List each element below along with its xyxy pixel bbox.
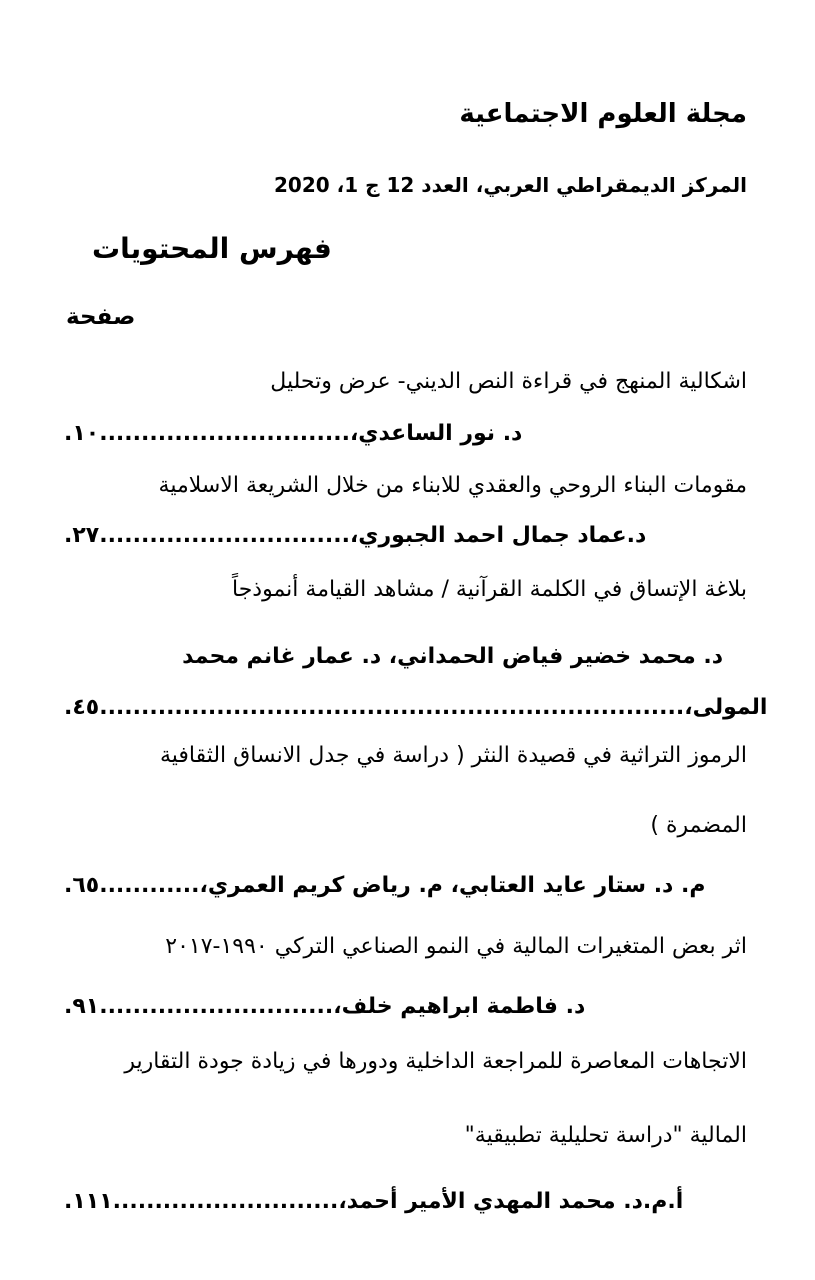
author-name: م. د. ستار عايد العتابي، م. رياض كريم العمري، [199, 873, 706, 898]
toc-heading: فهرس المحتويات [92, 232, 332, 265]
entry-title: اثر بعض المتغيرات المالية في النمو الصناعي التركي ١٩٩٠-٢٠١٧ [165, 934, 747, 959]
leader-dots: .............................. [99, 523, 350, 548]
author-names-line: د. محمد خضير فياض الحمداني، د. عمار غانم محمد [182, 644, 723, 669]
entry-title: بلاغة الإتساق في الكلمة القرآنية / مشاهد القيامة أنموذجاً [231, 577, 747, 602]
leader-dots: ........................... [112, 1189, 339, 1214]
leader-dots: ...................................................................... [99, 695, 685, 720]
entry-title-continuation: المالية "دراسة تحليلية تطبيقية" [464, 1123, 747, 1148]
author-name: د. نور الساعدي، [349, 421, 523, 446]
entry-title: الرموز التراثية في قصيدة النثر ( دراسة في جدل الانساق الثقافية [159, 743, 747, 768]
leader-dots: .............................. [99, 421, 350, 446]
publisher-issue-line: المركز الديمقراطي العربي، العدد 12 ج 1، 2020 [274, 173, 747, 197]
page-number: ٢٧. [64, 523, 100, 548]
author-page-line [64, 1188, 683, 1217]
author-page-line [64, 993, 585, 1022]
entry-title-continuation: المضمرة ) [650, 813, 747, 838]
entry-title: اشكالية المنهج في قراءة النص الديني- عرض وتحليل [270, 369, 747, 394]
leader-dots: ............................ [99, 994, 334, 1019]
journal-title: مجلة العلوم الاجتماعية [459, 99, 747, 129]
leader-dots: ............ [99, 873, 200, 898]
page-number: ١٠. [64, 421, 100, 446]
author-page-line [64, 694, 767, 723]
page-number: ٤٥. [64, 695, 100, 720]
page-number: ٩١. [64, 994, 100, 1019]
author-page-line [64, 420, 522, 449]
author-name: د. فاطمة ابراهيم خلف، [333, 994, 586, 1019]
author-name: أ.م.د. محمد المهدي الأمير أحمد، [338, 1189, 684, 1214]
page-number: ١١١. [64, 1189, 113, 1214]
author-name: المولى، [684, 695, 768, 720]
entry-title: الاتجاهات المعاصرة للمراجعة الداخلية ودورها في زيادة جودة التقارير [124, 1049, 747, 1074]
page-number: ٦٥. [64, 873, 100, 898]
author-page-line [64, 872, 705, 901]
author-name: د.عماد جمال احمد الجبوري، [349, 523, 647, 548]
entry-title: مقومات البناء الروحي والعقدي للابناء من خلال الشريعة الاسلامية [158, 473, 747, 498]
page-column-label: صفحة [66, 304, 136, 330]
author-page-line [64, 522, 646, 551]
